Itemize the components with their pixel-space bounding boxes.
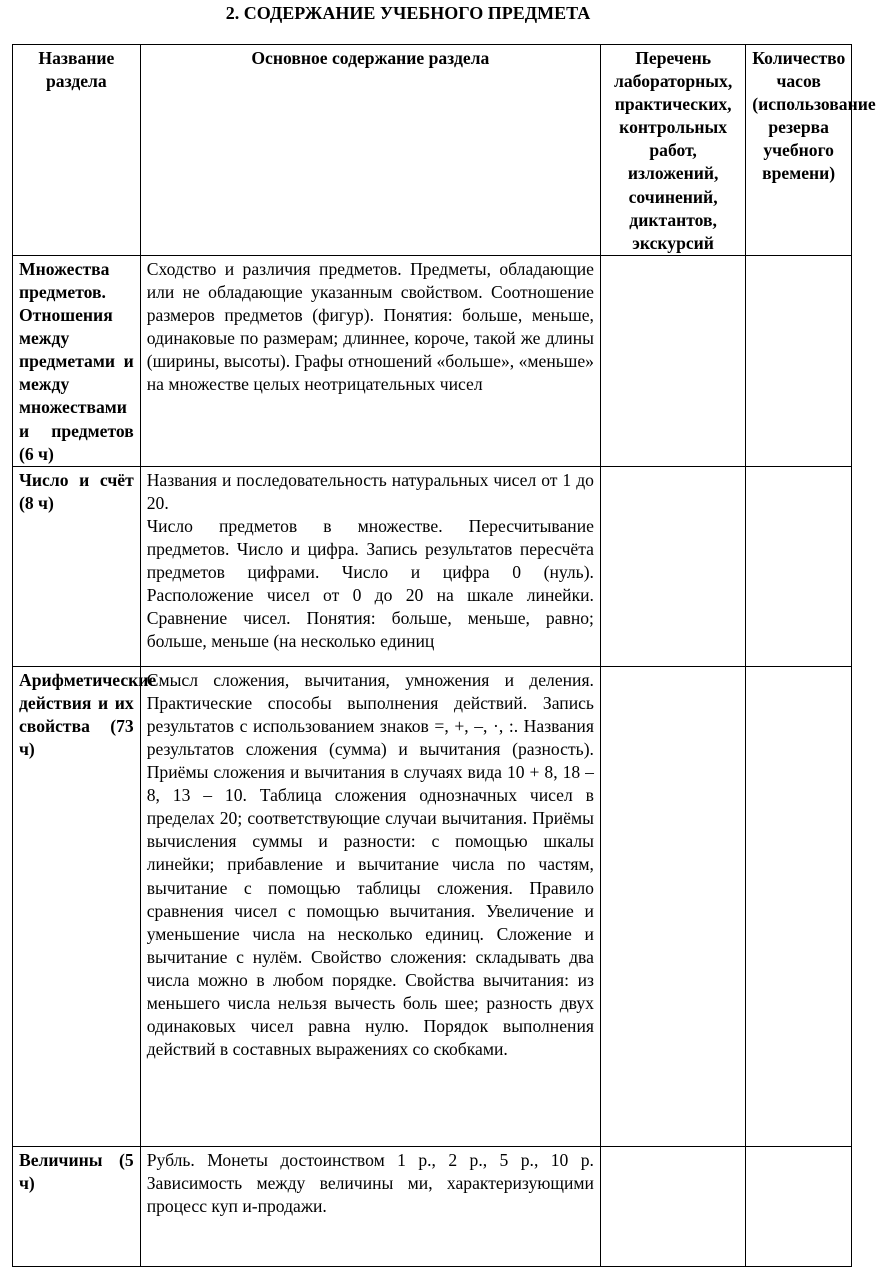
section-works — [600, 466, 745, 666]
section-content: Рубль. Монеты достоинством 1 р., 2 р., 5 р., 10 р. Зависимость между величины ми, характеризующими процесс куп и-продажи. — [140, 1146, 600, 1266]
section-works — [600, 1146, 745, 1266]
table-header-row — [13, 45, 852, 256]
header-hours: Количество часов (использование резерва учебного времени) — [746, 45, 852, 256]
table-row — [13, 255, 852, 466]
table-row — [13, 666, 852, 1146]
section-content: Сходство и различия предметов. Предметы, обладающие или не обладающие указанным свойством. Соотношение размеров предметов (фигур). Понятия: больше, меньше, одинаковые по размерам; длиннее, короче, такой же длины (ширины, высоты). Графы отношений «больше», «меньше» на множестве целых неотрицательных чисел — [140, 255, 600, 466]
content-table — [12, 44, 876, 1267]
header-works-list: Перечень лабораторных, практических, контрольных работ, изложений, сочинений, диктантов, экскурсий — [600, 45, 745, 256]
section-name: Арифметические действия и их свойства (73 ч) — [13, 666, 141, 1146]
section-hours — [746, 1146, 852, 1266]
page-title: 2. СОДЕРЖАНИЕ УЧЕБНОГО ПРЕДМЕТА — [225, 3, 591, 23]
section-works — [600, 255, 745, 466]
section-content: Смысл сложения, вычитания, умножения и деления. Практические способы выполнения действий. Запись результатов с использованием знаков =, +, –, ·, :. Названия результатов сложения (сумма) и вычитания (разность). Приёмы сложения и вычитания в случаях вида 10 + 8, 18 – 8, 13 – 10. Таблица сложения однозначных чисел в пределах 20; соответствующие случаи вычитания. Приёмы вычисления суммы и разности: с помощью шкалы линейки; прибавление и вычитание числа по частям, вычитание с помощью таблицы сложения. Правило сравнения чисел с помощью вычитания. Увеличение и уменьшение числа на несколько единиц. Сложение и вычитание с нулём. Свойство сложения: складывать два числа можно в любом порядке. Свойства вычитания: из меньшего числа нельзя вычесть боль шее; разность двух одинаковых чисел равна нулю. Порядок выполнения действий в составных выражениях со скобками. — [140, 666, 600, 1146]
section-name: Число и счёт (8 ч) — [13, 466, 141, 666]
section-content: Названия и последовательность натуральных чисел от 1 до 20. Число предметов в множестве. Пересчитывание предметов. Число и цифра. Запись результатов пересчёта предметов цифрами. Число и цифра 0 (нуль). Расположение чисел от 0 до 20 на шкале линейки. Сравнение чисел. Понятия: больше, меньше, равно; больше, меньше (на несколько единиц — [140, 466, 600, 666]
section-hours — [746, 255, 852, 466]
section-works — [600, 666, 745, 1146]
header-section-name: Название раздела — [13, 45, 141, 256]
section-hours — [746, 466, 852, 666]
header-main-content: Основное содержание раздела — [140, 45, 600, 256]
section-name: Множества предметов. Отношения между предметами и между множествами и предметов (6 ч) — [13, 255, 141, 466]
section-name: Величины (5 ч) — [13, 1146, 141, 1266]
table-row — [13, 466, 852, 666]
table-row — [13, 1146, 852, 1266]
section-hours — [746, 666, 852, 1146]
